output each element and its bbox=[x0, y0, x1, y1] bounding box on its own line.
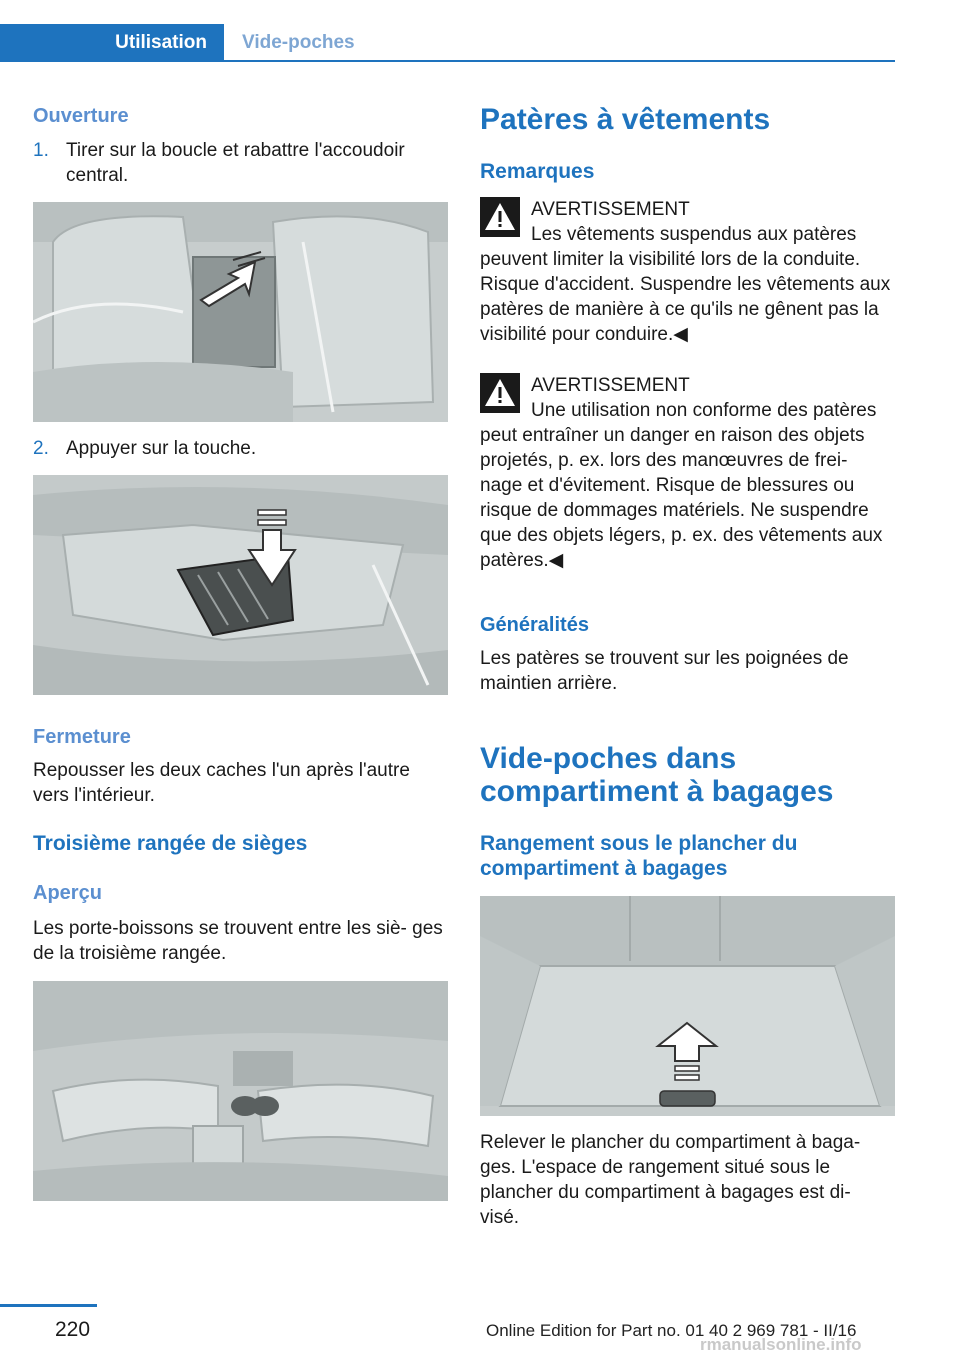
step-2-number: 2. bbox=[33, 438, 49, 459]
watermark: rmanualsonline.info bbox=[700, 1335, 862, 1354]
third-row-heading: Troisième rangée de sièges bbox=[33, 832, 308, 855]
tab-vide-poches: Vide-poches bbox=[242, 32, 355, 53]
warning-2 bbox=[480, 373, 895, 583]
apercu-heading: Aperçu bbox=[33, 882, 102, 904]
edition-info: Online Edition for Part no. 01 40 2 969 781 - II/16 bbox=[486, 1321, 857, 1340]
generalites-heading: Généralités bbox=[480, 614, 589, 636]
warning-1-label: AVERTISSEMENT bbox=[531, 199, 690, 220]
generalites-text: Les patères se trouvent sur les poignées de maintien arrière. bbox=[480, 648, 849, 694]
rangement-text: Relever le plancher du compartiment à baga‐ ges. L'espace de rangement situé sous le plancher du compartiment à bagages est di‐ visé. bbox=[480, 1132, 861, 1228]
header-rule bbox=[0, 60, 895, 62]
warning-1 bbox=[480, 197, 895, 357]
apercu-text: Les porte-boissons se trouvent entre les siè‐ ges de la troisième rangée. bbox=[33, 918, 443, 964]
warning-2-label: AVERTISSEMENT bbox=[531, 375, 690, 396]
page-number: 220 bbox=[55, 1318, 91, 1341]
remarques-heading: Remarques bbox=[480, 160, 595, 183]
footer-rule bbox=[0, 1304, 97, 1307]
ouverture-heading: Ouverture bbox=[33, 105, 129, 127]
warning-1-text: Les vêtements suspendus aux patères peuvent limiter la visibilité lors de la conduite. Risque d'accident. Suspendre les vêtements aux patères de manière à ce qu'ils ne gênent pas la visibilité pour conduire.◀ bbox=[480, 224, 891, 345]
fermeture-text: Repousser les deux caches l'un après l'autre vers l'intérieur. bbox=[33, 760, 410, 806]
figure-rear-seat-armrest bbox=[33, 202, 448, 422]
rangement-heading: Rangement sous le plancher du compartiment à bagages bbox=[480, 832, 798, 880]
figure-cargo-floor bbox=[480, 896, 895, 1116]
warning-2-text: Une utilisation non conforme des patères peut entraîner un danger en raison des objets projetés, p. ex. lors des manœuvres de frei‐ nage et d'évitement. Risque de blessures ou risque de dommages matériels. Ne suspendre que des objets légers, p. ex. des vêtements aux patères.◀ bbox=[480, 400, 883, 571]
step-2 bbox=[33, 436, 448, 461]
figure-armrest-button bbox=[33, 475, 448, 695]
step-1 bbox=[33, 138, 448, 188]
tab-utilisation: Utilisation bbox=[0, 24, 224, 62]
step-1-number: 1. bbox=[33, 140, 49, 161]
fermeture-heading: Fermeture bbox=[33, 726, 131, 748]
figure-third-row-cupholders bbox=[33, 981, 448, 1201]
step-2-text: Appuyer sur la touche. bbox=[66, 438, 257, 459]
vide-poches-title: Vide-poches dans compartiment à bagages bbox=[480, 742, 834, 808]
page-header bbox=[0, 0, 960, 62]
page-title: Patères à vêtements bbox=[480, 103, 771, 136]
step-1-text: Tirer sur la boucle et rabattre l'accoudoir central. bbox=[66, 140, 405, 186]
